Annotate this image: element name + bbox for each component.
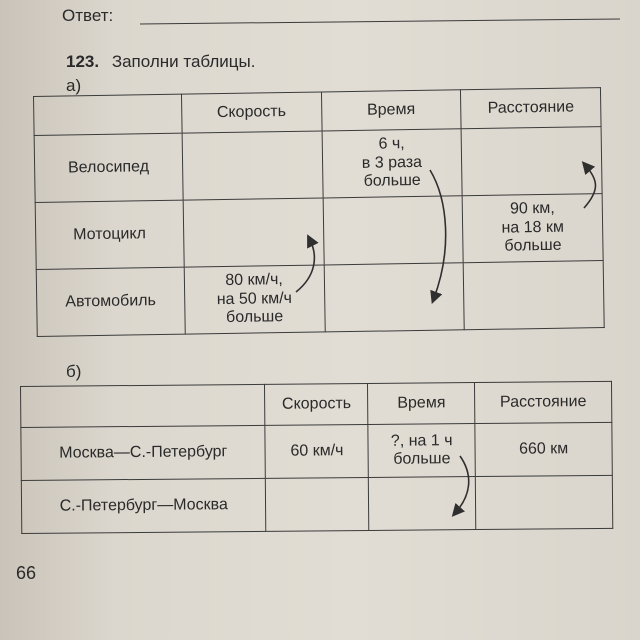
cell-moscow-spb-speed[interactable]: 60 км/ч [265,424,368,478]
row-name-spb-moscow: С.-Петербург—Москва [21,478,266,533]
header-cell-distance: Расстояние [475,381,612,423]
cell-motorcycle-time[interactable] [323,196,464,265]
cell-text: 6 ч, [378,135,405,153]
row-name-motorcycle: Мотоцикл [35,200,184,269]
table-b [20,381,613,534]
task-instruction: Заполни таблицы. [111,52,256,71]
cell-spb-moscow-time[interactable] [369,477,476,531]
header-cell-distance: Расстояние [461,88,601,129]
cell-moscow-spb-time[interactable] [368,424,475,478]
cell-text: ?, на 1 ч [390,431,453,450]
answer-line [140,18,620,24]
header-cell-empty [21,384,266,427]
cell-text: больше [504,236,562,255]
answer-label: Ответ: [62,6,114,25]
cell-car-time[interactable] [324,263,465,332]
row-name-moscow-spb: Москва—С.-Петербург [21,425,266,480]
cell-text: 90 км, [509,200,555,218]
cell-motorcycle-speed[interactable] [183,198,324,267]
header-cell-empty [34,94,182,135]
cell-text: больше [393,450,451,468]
page-number: 66 [16,563,37,583]
cell-text: больше [225,308,284,327]
table-row [21,422,612,480]
cell-motorcycle-distance[interactable] [462,194,603,263]
part-a-label: а) [66,76,82,95]
row-name-bicycle: Велосипед [34,133,183,202]
part-b-label: б) [66,362,82,381]
cell-spb-moscow-speed[interactable] [266,477,369,531]
cell-bicycle-distance[interactable] [461,127,602,196]
table-b-header-row [21,381,612,427]
row-name-car: Автомобиль [36,267,185,336]
cell-car-distance[interactable] [463,261,604,330]
cell-bicycle-speed[interactable] [182,131,323,200]
cell-text: 80 км/ч, [225,271,283,290]
cell-bicycle-time[interactable] [322,129,463,198]
header-cell-speed: Скорость [265,383,368,425]
table-row [36,261,604,337]
cell-text: на 50 км/ч [216,289,293,308]
cell-moscow-spb-distance[interactable]: 660 км [475,422,612,476]
task-number: 123. [66,52,100,71]
header-cell-time: Время [368,383,475,425]
cell-text: в 3 раза [361,153,423,172]
cell-car-speed[interactable] [184,265,325,334]
table-row [34,127,602,203]
cell-spb-moscow-distance[interactable] [475,475,612,529]
header-cell-time: Время [321,90,461,131]
task-heading [66,52,255,72]
cell-text: больше [363,172,421,191]
cell-text: на 18 км [501,218,565,237]
header-cell-speed: Скорость [181,92,321,133]
table-row [35,194,603,270]
table-a [33,87,605,337]
table-row [21,475,612,533]
